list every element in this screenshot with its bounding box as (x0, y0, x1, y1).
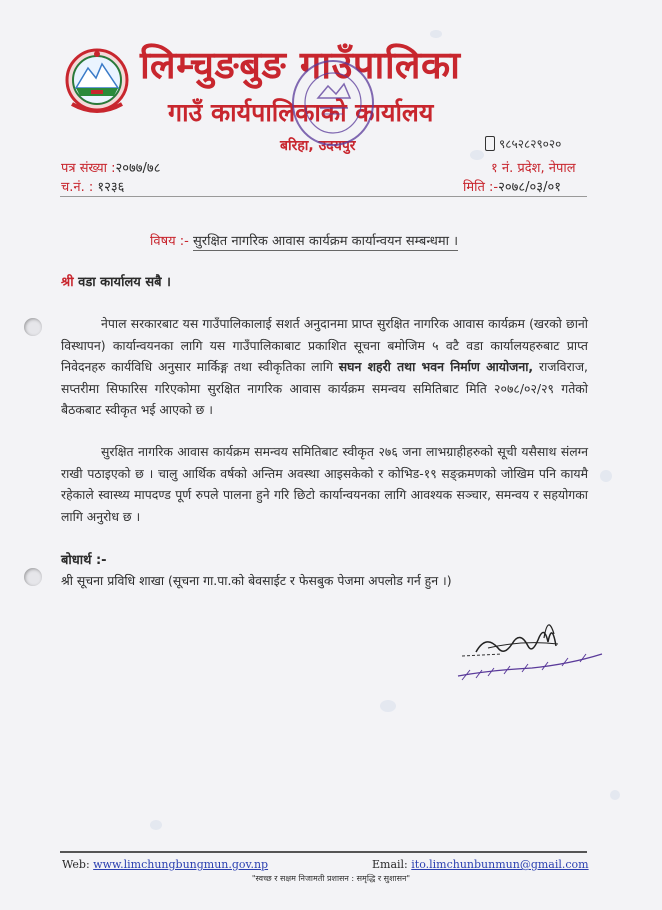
addressee-text: वडा कार्यालय सबै । (78, 275, 171, 290)
dispatch-number (61, 177, 124, 195)
footer-email (372, 858, 589, 871)
paragraph-1-text-a: नेपाल सरकारबाट यस गाउँपालिकालाई सशर्त अनुदानमा प्राप्त सुरक्षित नागरिक आवास कार्यक्रम (खरको छानो विस्थापन) कार्यान्वयनका लागि यस गाउँपालिकाबाट प्रकाशित सूचना बमोजिम ५ वटै वडा कार्यालयहरुबाट प्राप्त निवेदनहरु कार्यविधि अनुसार मार्किङ्ग तथा स्वीकृतिका लागि (61, 316, 588, 374)
phone-number (485, 135, 561, 152)
office-name: गाउँ कार्यपालिकाको कार्यालय (168, 98, 434, 127)
date-value: २०७८/०३/०१ (498, 180, 561, 195)
date-label: मिति :- (463, 180, 499, 195)
punch-hole (24, 568, 42, 586)
body-paragraph-2: सुरक्षित नागरिक आवास कार्यक्रम समन्वय समितिबाट स्वीकृत २७६ जना लाभग्राहीहरुको सूची यसैसाथ संलग्न राखी पठाइएको छ । चालु आर्थिक वर्षको अन्तिम अवस्था आइसकेको र कोभिड-१९ सङ्क्रमणको जोखिम पनि कायमै रहेकाले स्वास्थ्य मापदण्ड पूर्ण रुपले पालना हुने गरि छिटो कार्यान्वयनका लागि आवश्यक सञ्चार, समन्वय र सहयोगका लागि अनुरोध छ । (61, 444, 588, 524)
official-stamp-icon (288, 56, 378, 150)
website-label: Web: (62, 858, 90, 871)
subject-label: विषय :- (150, 234, 189, 249)
reference-number (61, 158, 160, 176)
municipality-name: लिम्चुङबुङ गाउँपालिका (140, 43, 461, 87)
paragraph-1-text-b: राजविराज, सप्तरीमा सिफारिस गरिएकोमा सुरक्षित नागरिक आवास कार्यक्रम समन्वय समितिबाट मिति २०७८/०२/२९ गतेको बैठकबाट स्वीकृत भई आएको छ । (61, 359, 588, 417)
footer-website (62, 858, 268, 871)
subject-text: सुरक्षित नागरिक आवास कार्यक्रम कार्यान्वयन सम्बन्धमा । (193, 234, 459, 249)
paper-speck (470, 150, 484, 160)
email-label: Email: (372, 858, 408, 871)
signature-icon (452, 604, 612, 684)
province-label: १ नं. प्रदेश, नेपाल (491, 161, 576, 176)
subject-line (150, 231, 458, 249)
for-information-recipient: श्री सूचना प्रविधि शाखा (सूचना गा.पा.को बेवसाईट र फेसबुक पेजमा अपलोड गर्न हुन ।) (61, 573, 452, 588)
phone-value: ९८५२८२९०२० (499, 137, 562, 151)
addressee-prefix: श्री (61, 275, 74, 290)
dispatch-label: च.नं. : (61, 180, 94, 195)
body-paragraph-1 (61, 313, 588, 421)
office-location: बरिहा, उदयपुर (280, 138, 356, 154)
paper-speck (610, 790, 620, 800)
for-information-heading: बोधार्थ :- (61, 553, 107, 568)
website-link[interactable]: www.limchungbungmun.gov.np (93, 858, 269, 871)
header-divider (60, 196, 587, 197)
reference-label: पत्र संख्या : (61, 161, 116, 176)
nepal-emblem-icon (62, 46, 132, 118)
reference-value: २०७७/७८ (115, 161, 161, 176)
addressee (61, 272, 171, 290)
email-link[interactable]: ito.limchunbunmun@gmail.com (411, 858, 589, 871)
footer-motto: "स्वच्छ र सक्षम निजामती प्रशासन : समृद्धि र सुशासन" (251, 874, 411, 883)
punch-hole (24, 318, 42, 336)
paper-speck (600, 470, 612, 482)
letter-date (463, 177, 561, 195)
paper-speck (380, 700, 396, 712)
phone-icon (485, 136, 495, 151)
dispatch-value: १२३६ (97, 180, 125, 195)
paper-speck (430, 30, 442, 38)
paragraph-1-bold-text: सघन शहरी तथा भवन निर्माण आयोजना, (338, 359, 534, 374)
footer-divider (60, 851, 587, 853)
paper-speck (150, 820, 162, 830)
